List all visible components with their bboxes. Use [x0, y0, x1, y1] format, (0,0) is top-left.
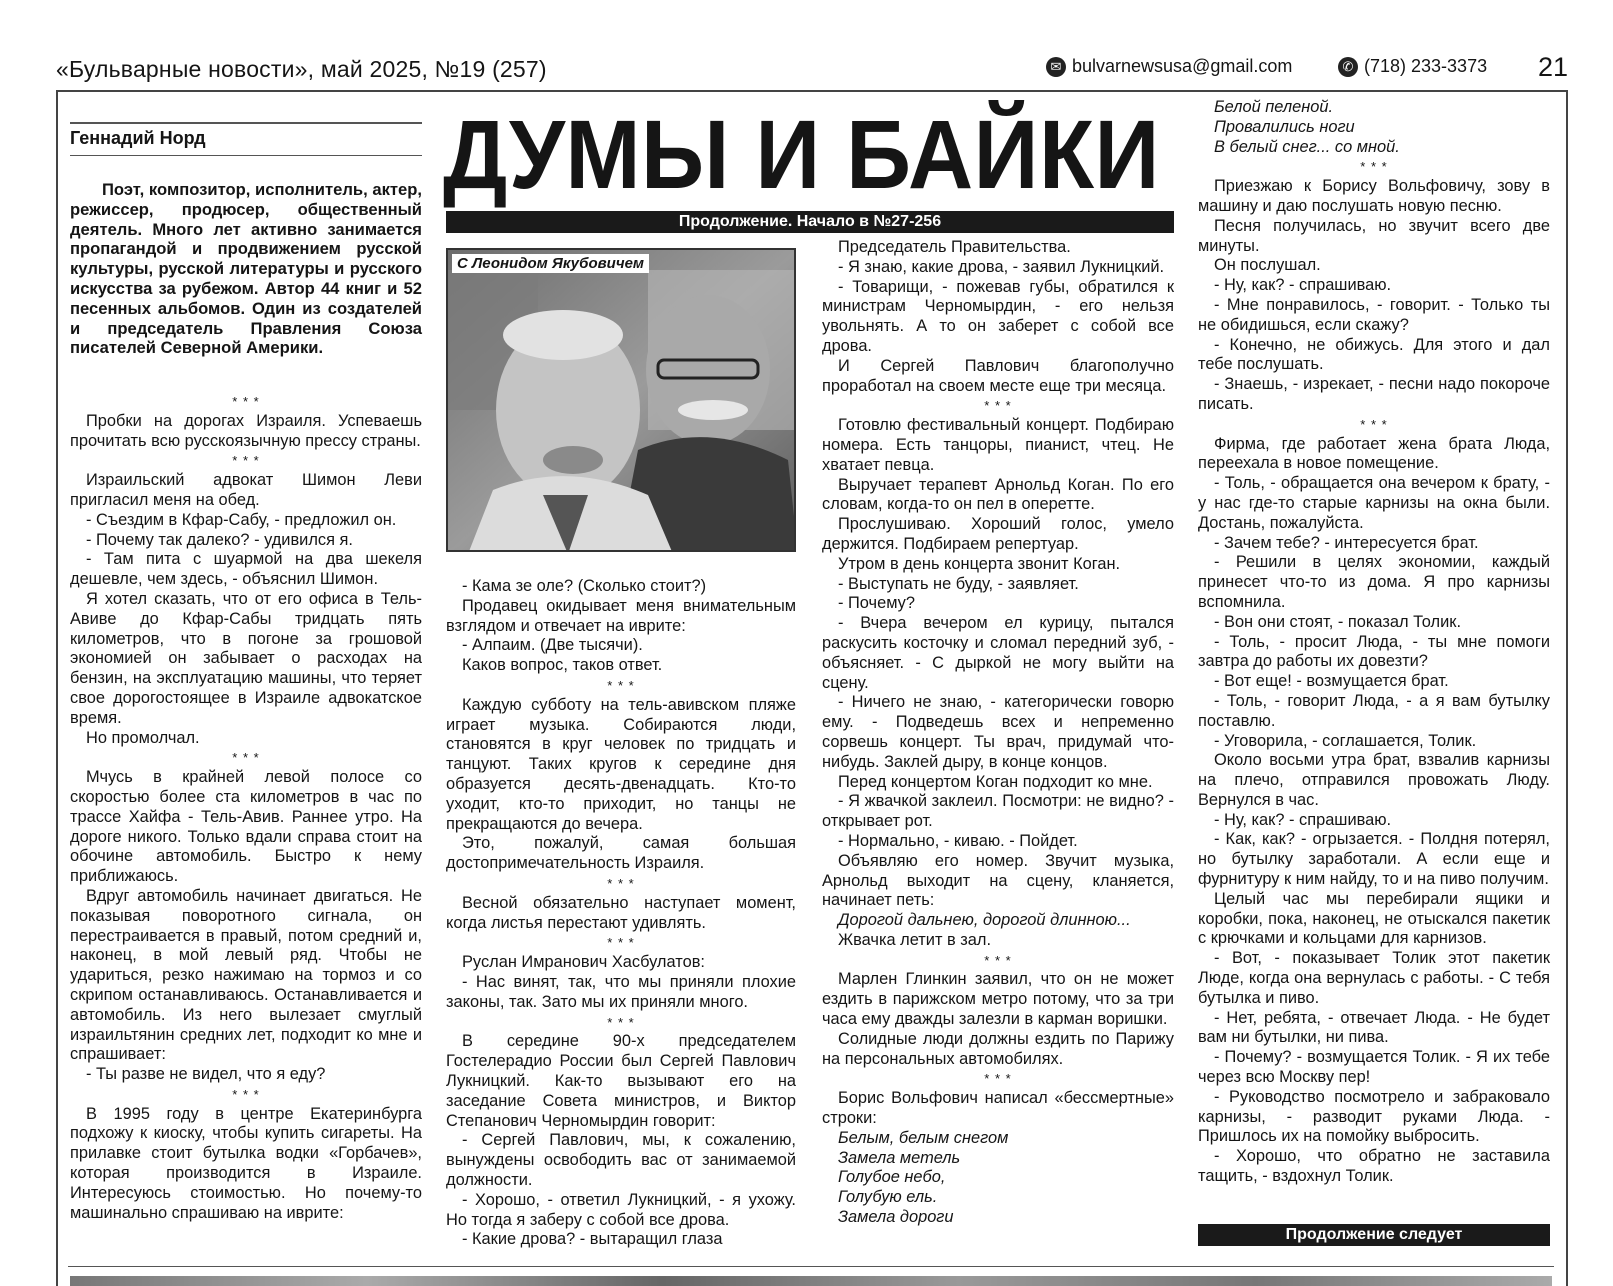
- paragraph: Но промолчал.: [86, 728, 200, 747]
- paragraph: - Почему?: [838, 594, 915, 613]
- section-separator: * * *: [232, 750, 260, 766]
- photo-caption: С Леонидом Якубовичем: [452, 254, 649, 273]
- paragraph: - Нормально, - киваю. - Пойдет.: [838, 831, 1078, 850]
- paragraph: - Нет, ребята, - отвечает Люда. - Не будет вам ни бутылки, ни пива.: [1198, 1008, 1550, 1047]
- paragraph: Замела дороги: [838, 1208, 954, 1227]
- phone-icon: ✆: [1338, 57, 1358, 77]
- paragraph: - Я знаю, какие дрова, - заявил Лукницкий.: [838, 257, 1165, 276]
- paragraph: - Алпаим. (Две тысячи).: [462, 636, 643, 655]
- paragraph: Фирма, где работает жена брата Люда, переехала в новое помещение.: [1198, 434, 1550, 473]
- page-header: [56, 50, 1568, 86]
- paragraph: Утром в день концерта звонит Коган.: [838, 554, 1121, 573]
- paragraph: - Сергей Павлович, мы, к сожалению, вынуждены освободить вас от занимаемой должности.: [446, 1131, 796, 1189]
- paragraph: - Там пита с шуармой на два шекеля дешевле, чем здесь, - объяснил Шимон.: [70, 550, 422, 589]
- email-text: bulvarnewsusa@gmail.com: [1072, 56, 1293, 76]
- author-bio: Поэт, композитор, исполнитель, актер, режиссер, продюсер, общественный деятель. Много лет активно занимается пропагандой и продвижением русской культуры, русской литературы и русского искусства за рубежом. Автор 44 книг и 52 песенных альбомов. Один из создателей и председатель Правления Союза писателей Северной Америки.: [70, 180, 422, 358]
- paragraph: Голубое небо,: [838, 1168, 946, 1187]
- paragraph: Объявляю его номер. Звучит музыка, Арнольд выходит на сцену, кланяется, начинает петь:: [822, 851, 1174, 910]
- paragraph: Каждую субботу на тель-авивском пляже играет музыка. Собираются люди, становятся в круг человек по тридцать и танцуют. Таких кругов к середине дня образуется десять-двенадцать. Кто-то уходит, кто-то приходит, но танцы не прекращаются до вечера.: [446, 695, 796, 833]
- paragraph: Это, пожалуй, самая большая достопримечательность Израиля.: [446, 834, 796, 873]
- paragraph: - Хорошо, что обратно не заставила тащить, - вздохнул Толик.: [1198, 1147, 1550, 1186]
- section-separator: * * *: [1360, 159, 1388, 175]
- section-separator: * * *: [607, 677, 635, 693]
- paragraph: Провалились ноги: [1214, 117, 1355, 136]
- phone-text: (718) 233-3373: [1364, 56, 1488, 76]
- paragraph: - Съездим в Кфар-Сабу, - предложил он.: [86, 510, 397, 529]
- section-separator: * * *: [232, 453, 260, 469]
- paragraph: Белой пеленой.: [1214, 98, 1334, 116]
- paragraph: - Вчера вечером ел курицу, пытался раскусить косточку и сломал передний зуб, - объясняет. - С дыркой не могу выйти на сцену.: [822, 614, 1174, 692]
- paragraph: Приезжаю к Борису Вольфовичу, зову в машину и даю послушать новую песню.: [1198, 177, 1550, 215]
- paragraph: - Толь, - говорит Люда, - а я вам бутылку поставлю.: [1198, 691, 1550, 730]
- paragraph: Он послушал.: [1214, 256, 1321, 275]
- paragraph: - Уговорила, - соглашается, Толик.: [1214, 731, 1477, 750]
- paragraph: - Я жвачкой заклеил. Посмотри: не видно? - открывает рот.: [822, 792, 1174, 831]
- paragraph: - Зачем тебе? - интересуется брат.: [1214, 533, 1479, 552]
- paragraph: - Конечно, не обижусь. Для этого и дал тебе послушать.: [1198, 335, 1550, 374]
- paragraph: - Вот, - показывает Толик этот пакетик Люде, когда она вернулась с работы. - С тебя бутылка и пиво.: [1198, 949, 1550, 1007]
- paragraph: Марлен Глинкин заявил, что он не может ездить в парижском метро потому, что за три часа ему дважды залезли в карман воришки.: [822, 970, 1174, 1029]
- email-icon: ✉: [1046, 57, 1066, 77]
- section-separator: * * *: [232, 394, 260, 409]
- bottom-divider: [68, 1266, 1554, 1267]
- paragraph: И Сергей Павлович благополучно проработал на своем месте еще три месяца.: [822, 356, 1174, 395]
- section-separator: * * *: [607, 935, 635, 951]
- paragraph: Вдруг автомобиль начинает двигаться. Не показывая поворотного сигнала, он перестраивается в правый, потом средний и, наконец, в мой левый ряд. Чтобы не удариться, резко нажимаю на тормоз и со скрипом останавливаюсь. Останавливается и автомобиль. Из него вылезает смуглый израильтянин средних лет, подходит ко мне и спрашивает:: [70, 886, 422, 1064]
- paragraph: - Почему так далеко? - удивился я.: [86, 530, 353, 549]
- paragraph: - Мне понравилось, - говорит. - Только ты не обидишься, если скажу?: [1198, 295, 1550, 334]
- paragraph: - Ничего не знаю, - категорически говорю ему. - Подведешь всех и непременно сорвешь концерт. Ты врач, придумай что-нибудь. Заклей дыру, в конце концов.: [822, 693, 1174, 771]
- section-separator: * * *: [984, 952, 1012, 968]
- section-separator: * * *: [232, 1086, 260, 1102]
- paragraph: - Толь, - обращается она вечером к брату, - у нас где-то старые карнизы на окна были. Достань, пожалуйста.: [1198, 474, 1550, 532]
- paragraph: - Толь, - просит Люда, - ты мне помоги завтра до работы их довезти?: [1198, 632, 1550, 671]
- contact-email[interactable]: [1046, 56, 1292, 77]
- paragraph: Я хотел сказать, что от его офиса в Тель-Авиве до Кфар-Сабы тридцать пять километров, что в погоне за грошовой экономией он забывает о расходах на бензин, на эксплуатацию машины, что теряет свое дорогостоящее в Израиле адвокатское время.: [70, 589, 422, 727]
- paragraph: - Почему? - возмущается Толик. - Я их тебе через всю Москву пер!: [1198, 1048, 1550, 1087]
- next-article-banner: [70, 1276, 1552, 1286]
- paragraph: Выручает терапевт Арнольд Коган. По его словам, когда-то он пел в оперетте.: [822, 475, 1174, 514]
- paragraph: Каков вопрос, таков ответ.: [462, 656, 663, 675]
- paragraph: Песня получилась, но звучит всего две минуты.: [1198, 216, 1550, 255]
- paragraph: Замела метель: [838, 1148, 961, 1167]
- author-name: Геннадий Норд: [70, 122, 422, 156]
- paragraph: Перед концертом Коган подходит ко мне.: [838, 772, 1153, 791]
- section-separator: * * *: [984, 1071, 1012, 1087]
- paragraph: В середине 90-х председателем Гостелерадио России был Сергей Павлович Лукницкий. Как-то вызывают его на заседание Совета министров, и Виктор Степанович Черномырдин говорит:: [446, 1032, 796, 1130]
- to-be-continued-bar: Продолжение следует: [1198, 1224, 1550, 1246]
- photo-image: [448, 250, 796, 552]
- article-photo: [446, 248, 796, 552]
- paragraph: - Руководство посмотрело и забраковало карнизы, - разводит руками Люда. - Пришлось их на помойку выбросить.: [1198, 1087, 1550, 1146]
- paragraph: Весной обязательно наступает момент, когда листья перестают удивлять.: [446, 893, 796, 932]
- column-1: [70, 392, 422, 1223]
- section-separator: * * *: [607, 875, 635, 891]
- paragraph: Борис Вольфович написал «бессмертные» строки:: [822, 1089, 1174, 1128]
- section-separator: * * *: [1360, 416, 1388, 432]
- paragraph: - Товарищи, - пожевав губы, обратился к министрам Черномырдин, - его нельзя увольнять. А то он заберет с собой все дрова.: [822, 277, 1174, 355]
- paragraph: - Как, как? - огрызается. - Полдня потерял, но бутылку заработали. А если еще и фурнитуру к ним найду, то и на пиво получим.: [1198, 830, 1550, 889]
- paragraph: Готовлю фестивальный концерт. Подбираю номера. Есть танцоры, пианист, чтец. Не хватает певца.: [822, 416, 1174, 474]
- paragraph: Целый час мы перебирали ящики и коробки, пока, наконец, не отыскался пакетик с крючками и кольцами для карнизов.: [1198, 889, 1550, 948]
- paragraph: Мчусь в крайней левой полосе со скоростью более ста километров в час по трассе Хайфа - Тель-Авив. Раннее утро. На дороге никого. Только вдали справа стоит на обочине автомобиль. Быстро к нему приближаюсь.: [70, 768, 422, 886]
- paragraph: - Знаешь, - изрекает, - песни надо покороче писать.: [1198, 375, 1550, 413]
- paragraph: Прослушиваю. Хороший голос, умело держится. Подбираем репертуар.: [822, 515, 1174, 553]
- paragraph: - Ну, как? - спрашиваю.: [1214, 276, 1392, 295]
- column-3: [822, 238, 1174, 1228]
- paragraph: - Вон они стоят, - показал Толик.: [1214, 612, 1461, 631]
- paragraph: - Кама зе оле? (Сколько стоит?): [462, 577, 707, 595]
- paragraph: - Нас винят, так, что мы приняли плохие законы, так. Зато мы их приняли много.: [446, 972, 796, 1011]
- paragraph: Голубую ель.: [838, 1188, 938, 1207]
- paragraph: Солидные люди должны ездить по Парижу на персональных автомобилях.: [822, 1029, 1174, 1068]
- paragraph: Председатель Правительства.: [838, 238, 1071, 256]
- contact-phone[interactable]: [1338, 56, 1487, 77]
- paragraph: - Хорошо, - ответил Лукницкий, - я ухожу. Но тогда я заберу с собой все дрова.: [446, 1190, 796, 1229]
- paragraph: - Ты разве не видел, что я еду?: [86, 1065, 326, 1084]
- article-title: ДУМЫ И БАЙКИ: [443, 100, 1160, 209]
- paragraph: В 1995 году в центре Екатеринбурга подхожу к киоску, чтобы купить сигареты. На прилавке стоит бутылка водки «Горбачев», которая производится в Израиле. Интересуюсь стоимостью. Но почему-то машинально спрашиваю на иврите:: [70, 1104, 422, 1222]
- paragraph: Около восьми утра брат, взвалив карнизы на плечо, отправился провожать Люду. Вернулся в час.: [1198, 751, 1550, 809]
- continuation-bar: Продолжение. Начало в №27-256: [446, 211, 1174, 233]
- paragraph: Жвачка летит в зал.: [838, 930, 992, 949]
- section-separator: * * *: [607, 1014, 635, 1030]
- paragraph: Израильский адвокат Шимон Леви пригласил меня на обед.: [70, 471, 422, 509]
- paragraph: Руслан Имранович Хасбулатов:: [462, 953, 705, 972]
- paragraph: - Выступать не буду, - заявляет.: [838, 574, 1079, 593]
- paragraph: Продавец окидывает меня внимательным взглядом и отвечает на иврите:: [446, 596, 796, 635]
- page-number: 21: [1537, 52, 1568, 82]
- column-4: [1198, 98, 1550, 1187]
- paragraph: Дорогой дальнею, дорогой длинною...: [838, 911, 1131, 930]
- paragraph: - Какие дрова? - вытаращил глаза: [462, 1230, 723, 1249]
- paragraph: - Вот еще! - возмущается брат.: [1214, 672, 1449, 691]
- section-separator: * * *: [984, 398, 1012, 414]
- paragraph: В белый снег... со мной.: [1214, 137, 1400, 156]
- paragraph: Белым, белым снегом: [838, 1128, 1009, 1147]
- column-2: [446, 577, 796, 1250]
- paragraph: - Ну, как? - спрашиваю.: [1214, 810, 1392, 829]
- paragraph: Пробки на дорогах Израиля. Успеваешь прочитать всю русскоязычную прессу страны.: [70, 411, 422, 450]
- paragraph: - Решили в целях экономии, каждый принесет что-то из дома. Я про карнизы вспомнила.: [1198, 553, 1550, 611]
- newspaper-title: «Бульварные новости», май 2025, №19 (257): [56, 56, 547, 82]
